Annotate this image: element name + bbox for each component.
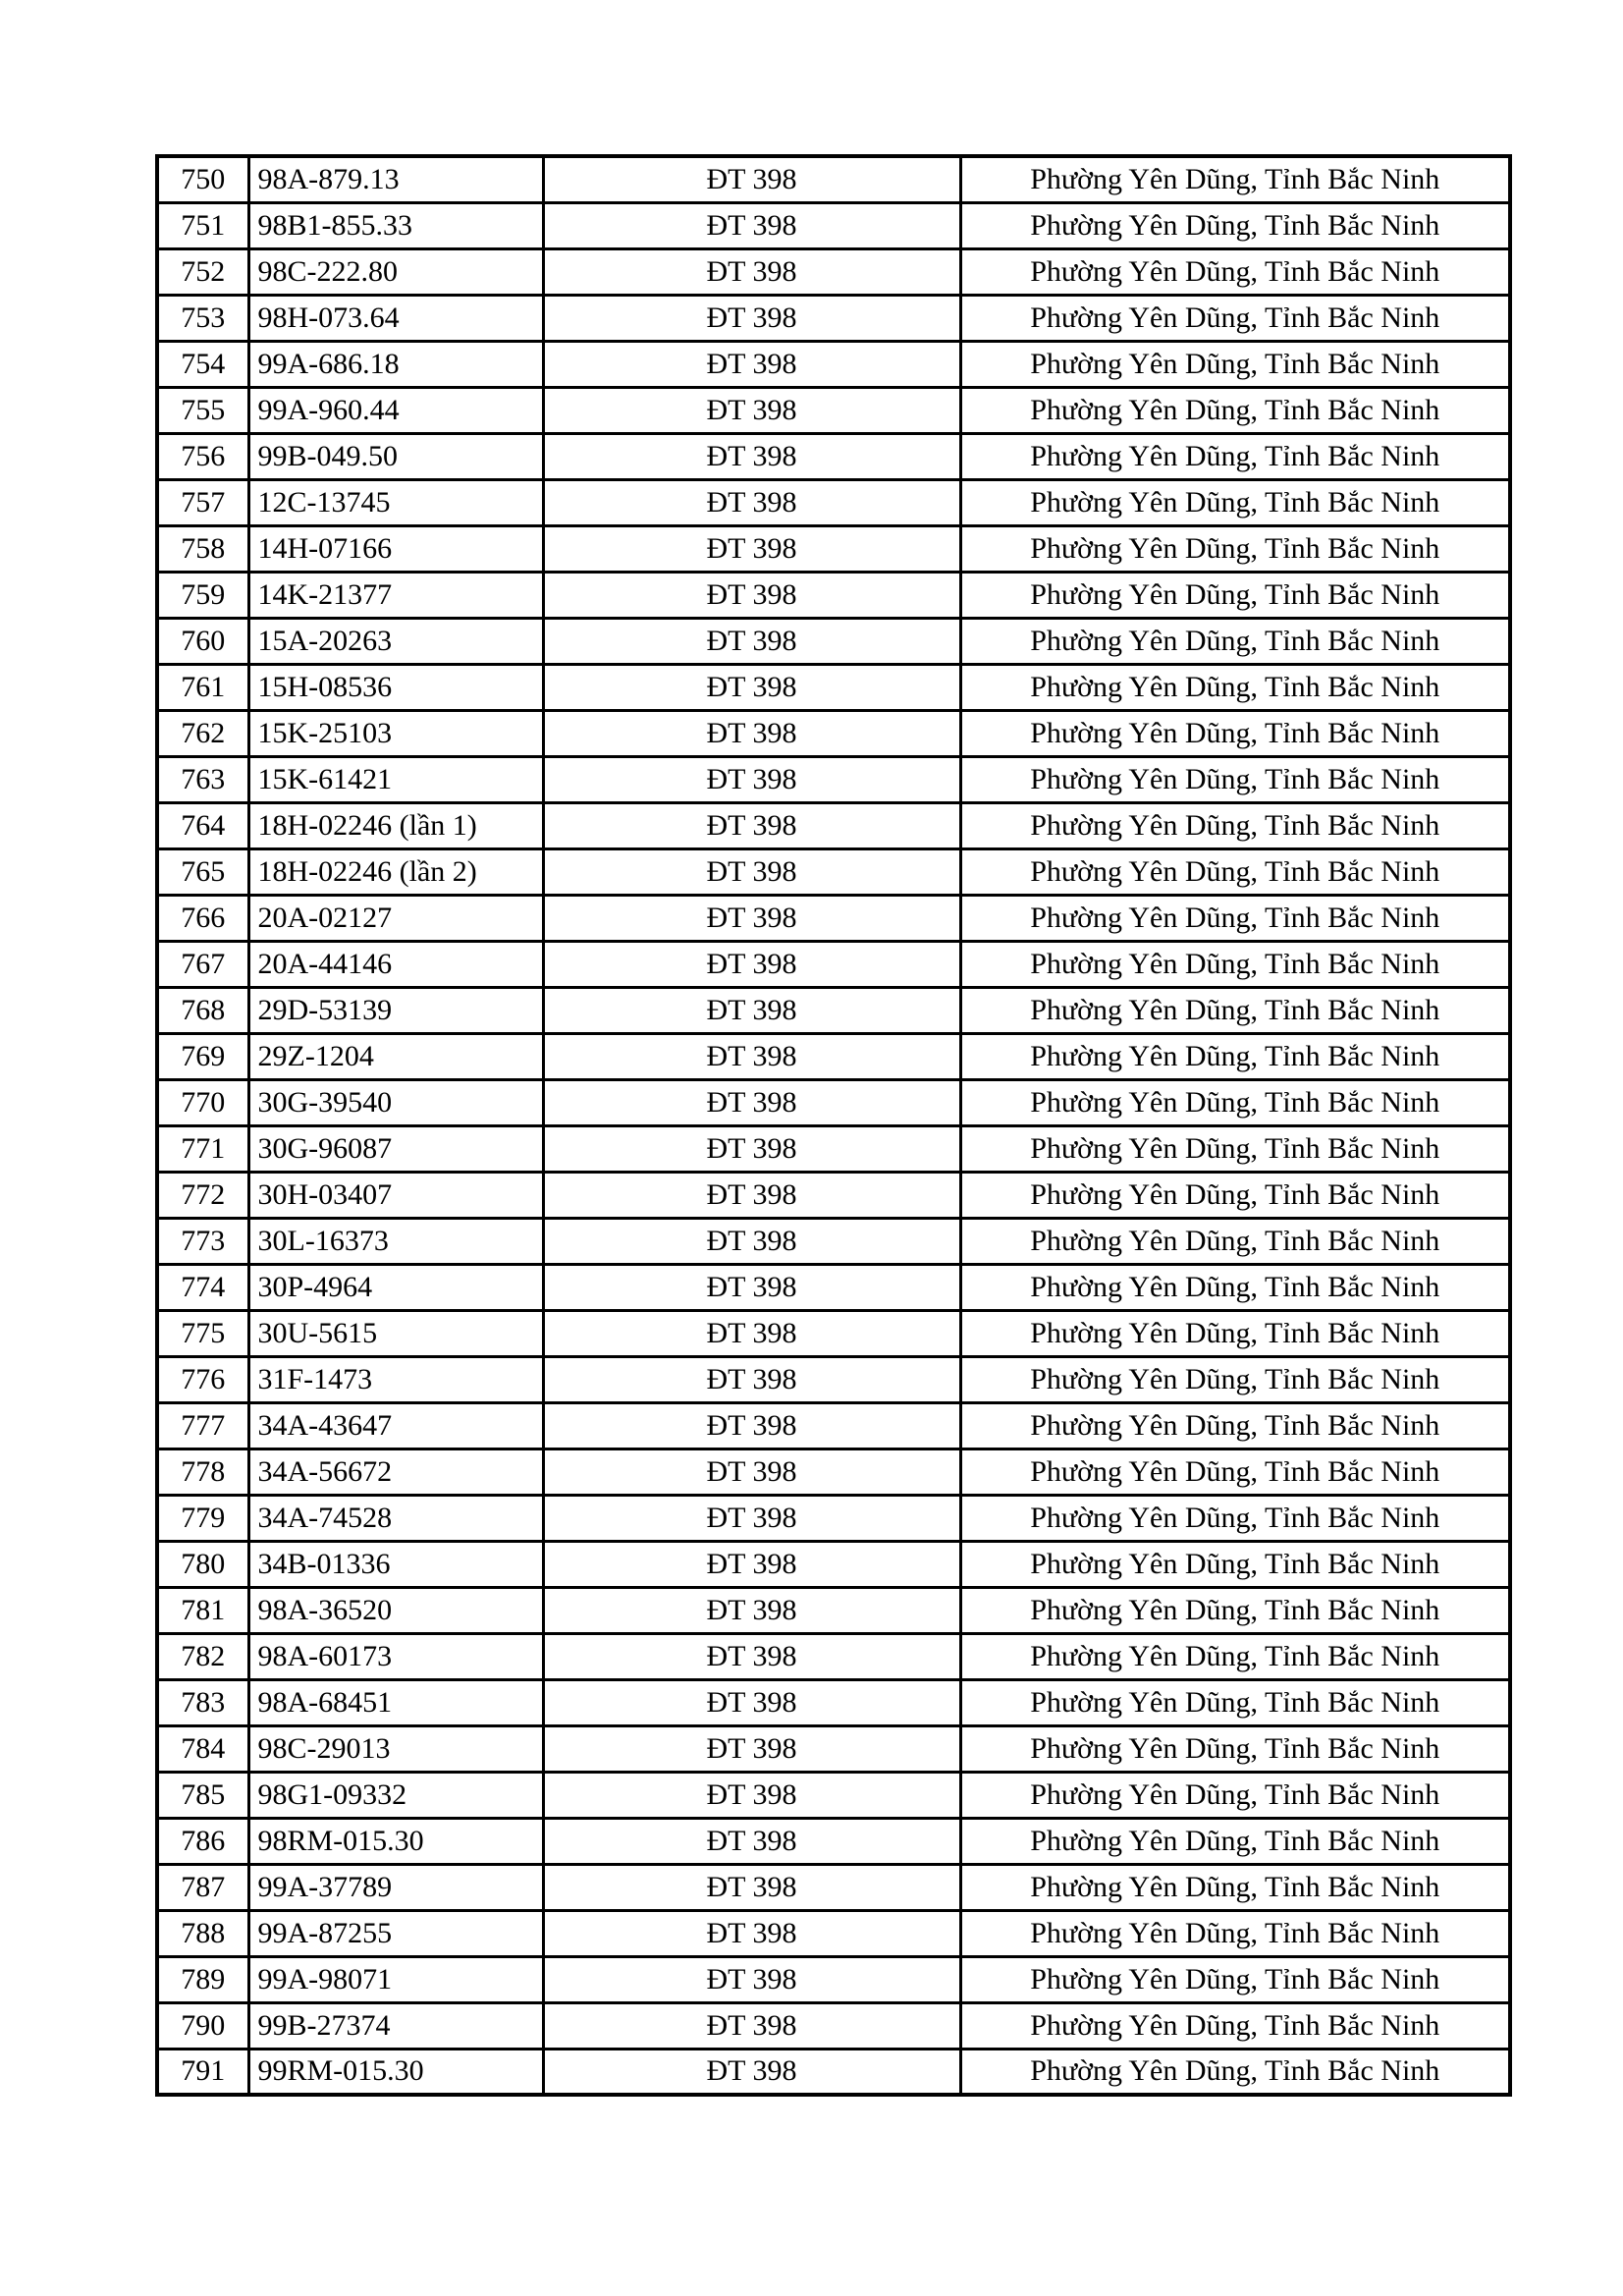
location-cell: Phường Yên Dũng, Tỉnh Bắc Ninh (960, 756, 1510, 802)
row-index-cell: 764 (157, 802, 248, 848)
row-index-cell: 772 (157, 1172, 248, 1218)
road-cell: ĐT 398 (543, 479, 960, 525)
table-row (157, 433, 1510, 479)
location-cell: Phường Yên Dũng, Tỉnh Bắc Ninh (960, 1679, 1510, 1725)
plate-cell: 30L-16373 (248, 1218, 543, 1264)
plate-cell: 99RM-015.30 (248, 2049, 543, 2095)
table-row (157, 664, 1510, 710)
plate-cell: 34A-56672 (248, 1449, 543, 1495)
table-row (157, 710, 1510, 756)
row-index-cell: 778 (157, 1449, 248, 1495)
location-cell: Phường Yên Dũng, Tỉnh Bắc Ninh (960, 479, 1510, 525)
location-cell: Phường Yên Dũng, Tỉnh Bắc Ninh (960, 802, 1510, 848)
location-cell: Phường Yên Dũng, Tỉnh Bắc Ninh (960, 1264, 1510, 1310)
row-index-cell: 777 (157, 1402, 248, 1449)
row-index-cell: 754 (157, 341, 248, 387)
row-index-cell: 783 (157, 1679, 248, 1725)
road-cell: ĐT 398 (543, 1956, 960, 2002)
location-cell: Phường Yên Dũng, Tỉnh Bắc Ninh (960, 1449, 1510, 1495)
row-index-cell: 780 (157, 1541, 248, 1587)
location-cell: Phường Yên Dũng, Tỉnh Bắc Ninh (960, 1495, 1510, 1541)
table-row (157, 479, 1510, 525)
row-index-cell: 768 (157, 987, 248, 1033)
location-cell: Phường Yên Dũng, Tỉnh Bắc Ninh (960, 1125, 1510, 1172)
road-cell: ĐT 398 (543, 1633, 960, 1679)
table-row (157, 756, 1510, 802)
road-cell: ĐT 398 (543, 1725, 960, 1772)
plate-cell: 99A-87255 (248, 1910, 543, 1956)
location-cell: Phường Yên Dũng, Tỉnh Bắc Ninh (960, 1402, 1510, 1449)
row-index-cell: 774 (157, 1264, 248, 1310)
plate-cell: 99B-27374 (248, 2002, 543, 2049)
road-cell: ĐT 398 (543, 156, 960, 202)
row-index-cell: 784 (157, 1725, 248, 1772)
plate-cell: 18H-02246 (lần 2) (248, 848, 543, 895)
location-cell: Phường Yên Dũng, Tỉnh Bắc Ninh (960, 710, 1510, 756)
location-cell: Phường Yên Dũng, Tỉnh Bắc Ninh (960, 433, 1510, 479)
location-cell: Phường Yên Dũng, Tỉnh Bắc Ninh (960, 941, 1510, 987)
row-index-cell: 753 (157, 295, 248, 341)
table-row (157, 1495, 1510, 1541)
table-row (157, 618, 1510, 664)
row-index-cell: 769 (157, 1033, 248, 1079)
plate-cell: 30P-4964 (248, 1264, 543, 1310)
table-row (157, 1356, 1510, 1402)
road-cell: ĐT 398 (543, 248, 960, 295)
road-cell: ĐT 398 (543, 1772, 960, 1818)
table-row (157, 1956, 1510, 2002)
row-index-cell: 771 (157, 1125, 248, 1172)
road-cell: ĐT 398 (543, 1172, 960, 1218)
plate-cell: 34A-43647 (248, 1402, 543, 1449)
road-cell: ĐT 398 (543, 295, 960, 341)
row-index-cell: 766 (157, 895, 248, 941)
road-cell: ĐT 398 (543, 1310, 960, 1356)
road-cell: ĐT 398 (543, 710, 960, 756)
plate-cell: 99A-686.18 (248, 341, 543, 387)
row-index-cell: 779 (157, 1495, 248, 1541)
road-cell: ĐT 398 (543, 1495, 960, 1541)
location-cell: Phường Yên Dũng, Tỉnh Bắc Ninh (960, 1956, 1510, 2002)
plate-cell: 18H-02246 (lần 1) (248, 802, 543, 848)
plate-cell: 98C-29013 (248, 1725, 543, 1772)
plate-cell: 99A-37789 (248, 1864, 543, 1910)
table-row (157, 1310, 1510, 1356)
plate-cell: 15K-61421 (248, 756, 543, 802)
plate-cell: 99B-049.50 (248, 433, 543, 479)
table-row (157, 295, 1510, 341)
plate-cell: 98A-36520 (248, 1587, 543, 1633)
location-cell: Phường Yên Dũng, Tỉnh Bắc Ninh (960, 525, 1510, 572)
road-cell: ĐT 398 (543, 1910, 960, 1956)
vehicle-table-body (157, 156, 1510, 2095)
plate-cell: 98RM-015.30 (248, 1818, 543, 1864)
road-cell: ĐT 398 (543, 987, 960, 1033)
plate-cell: 29D-53139 (248, 987, 543, 1033)
plate-cell: 30H-03407 (248, 1172, 543, 1218)
location-cell: Phường Yên Dũng, Tỉnh Bắc Ninh (960, 895, 1510, 941)
plate-cell: 20A-44146 (248, 941, 543, 987)
road-cell: ĐT 398 (543, 1079, 960, 1125)
road-cell: ĐT 398 (543, 1033, 960, 1079)
location-cell: Phường Yên Dũng, Tỉnh Bắc Ninh (960, 1541, 1510, 1587)
plate-cell: 14H-07166 (248, 525, 543, 572)
location-cell: Phường Yên Dũng, Tỉnh Bắc Ninh (960, 1772, 1510, 1818)
road-cell: ĐT 398 (543, 2049, 960, 2095)
table-row (157, 1449, 1510, 1495)
plate-cell: 98H-073.64 (248, 295, 543, 341)
road-cell: ĐT 398 (543, 802, 960, 848)
table-row (157, 1218, 1510, 1264)
location-cell: Phường Yên Dũng, Tỉnh Bắc Ninh (960, 1818, 1510, 1864)
table-row (157, 802, 1510, 848)
row-index-cell: 765 (157, 848, 248, 895)
row-index-cell: 787 (157, 1864, 248, 1910)
table-row (157, 1587, 1510, 1633)
table-row (157, 2002, 1510, 2049)
table-row (157, 2049, 1510, 2095)
row-index-cell: 781 (157, 1587, 248, 1633)
road-cell: ĐT 398 (543, 756, 960, 802)
row-index-cell: 770 (157, 1079, 248, 1125)
row-index-cell: 776 (157, 1356, 248, 1402)
row-index-cell: 756 (157, 433, 248, 479)
location-cell: Phường Yên Dũng, Tỉnh Bắc Ninh (960, 618, 1510, 664)
plate-cell: 15A-20263 (248, 618, 543, 664)
row-index-cell: 761 (157, 664, 248, 710)
location-cell: Phường Yên Dũng, Tỉnh Bắc Ninh (960, 202, 1510, 248)
location-cell: Phường Yên Dũng, Tỉnh Bắc Ninh (960, 295, 1510, 341)
plate-cell: 14K-21377 (248, 572, 543, 618)
row-index-cell: 788 (157, 1910, 248, 1956)
row-index-cell: 789 (157, 1956, 248, 2002)
plate-cell: 99A-960.44 (248, 387, 543, 433)
table-row (157, 848, 1510, 895)
road-cell: ĐT 398 (543, 2002, 960, 2049)
row-index-cell: 757 (157, 479, 248, 525)
row-index-cell: 791 (157, 2049, 248, 2095)
plate-cell: 30G-39540 (248, 1079, 543, 1125)
table-row (157, 1725, 1510, 1772)
table-row (157, 341, 1510, 387)
location-cell: Phường Yên Dũng, Tỉnh Bắc Ninh (960, 387, 1510, 433)
row-index-cell: 773 (157, 1218, 248, 1264)
road-cell: ĐT 398 (543, 941, 960, 987)
table-row (157, 1172, 1510, 1218)
road-cell: ĐT 398 (543, 1264, 960, 1310)
table-row (157, 1079, 1510, 1125)
table-row (157, 248, 1510, 295)
row-index-cell: 775 (157, 1310, 248, 1356)
location-cell: Phường Yên Dũng, Tỉnh Bắc Ninh (960, 1310, 1510, 1356)
location-cell: Phường Yên Dũng, Tỉnh Bắc Ninh (960, 572, 1510, 618)
plate-cell: 98B1-855.33 (248, 202, 543, 248)
table-row (157, 525, 1510, 572)
road-cell: ĐT 398 (543, 1864, 960, 1910)
location-cell: Phường Yên Dũng, Tỉnh Bắc Ninh (960, 2002, 1510, 2049)
location-cell: Phường Yên Dũng, Tỉnh Bắc Ninh (960, 1587, 1510, 1633)
road-cell: ĐT 398 (543, 1679, 960, 1725)
table-row (157, 202, 1510, 248)
row-index-cell: 751 (157, 202, 248, 248)
plate-cell: 15H-08536 (248, 664, 543, 710)
location-cell: Phường Yên Dũng, Tỉnh Bắc Ninh (960, 1356, 1510, 1402)
table-row (157, 1633, 1510, 1679)
table-row (157, 1818, 1510, 1864)
location-cell: Phường Yên Dũng, Tỉnh Bắc Ninh (960, 1864, 1510, 1910)
plate-cell: 34A-74528 (248, 1495, 543, 1541)
road-cell: ĐT 398 (543, 525, 960, 572)
road-cell: ĐT 398 (543, 1218, 960, 1264)
location-cell: Phường Yên Dũng, Tỉnh Bắc Ninh (960, 987, 1510, 1033)
road-cell: ĐT 398 (543, 1587, 960, 1633)
plate-cell: 20A-02127 (248, 895, 543, 941)
row-index-cell: 752 (157, 248, 248, 295)
plate-cell: 30U-5615 (248, 1310, 543, 1356)
plate-cell: 12C-13745 (248, 479, 543, 525)
plate-cell: 15K-25103 (248, 710, 543, 756)
road-cell: ĐT 398 (543, 1541, 960, 1587)
location-cell: Phường Yên Dũng, Tỉnh Bắc Ninh (960, 1033, 1510, 1079)
location-cell: Phường Yên Dũng, Tỉnh Bắc Ninh (960, 848, 1510, 895)
plate-cell: 29Z-1204 (248, 1033, 543, 1079)
table-row (157, 987, 1510, 1033)
road-cell: ĐT 398 (543, 202, 960, 248)
table-row (157, 1864, 1510, 1910)
location-cell: Phường Yên Dũng, Tỉnh Bắc Ninh (960, 248, 1510, 295)
table-row (157, 1679, 1510, 1725)
plate-cell: 98A-68451 (248, 1679, 543, 1725)
location-cell: Phường Yên Dũng, Tỉnh Bắc Ninh (960, 1172, 1510, 1218)
table-row (157, 1541, 1510, 1587)
plate-cell: 31F-1473 (248, 1356, 543, 1402)
plate-cell: 30G-96087 (248, 1125, 543, 1172)
plate-cell: 34B-01336 (248, 1541, 543, 1587)
location-cell: Phường Yên Dũng, Tỉnh Bắc Ninh (960, 156, 1510, 202)
table-row (157, 1772, 1510, 1818)
road-cell: ĐT 398 (543, 895, 960, 941)
row-index-cell: 758 (157, 525, 248, 572)
row-index-cell: 755 (157, 387, 248, 433)
table-row (157, 1402, 1510, 1449)
road-cell: ĐT 398 (543, 1356, 960, 1402)
location-cell: Phường Yên Dũng, Tỉnh Bắc Ninh (960, 664, 1510, 710)
road-cell: ĐT 398 (543, 1402, 960, 1449)
row-index-cell: 763 (157, 756, 248, 802)
table-row (157, 572, 1510, 618)
location-cell: Phường Yên Dũng, Tỉnh Bắc Ninh (960, 341, 1510, 387)
road-cell: ĐT 398 (543, 572, 960, 618)
location-cell: Phường Yên Dũng, Tỉnh Bắc Ninh (960, 1633, 1510, 1679)
road-cell: ĐT 398 (543, 341, 960, 387)
row-index-cell: 790 (157, 2002, 248, 2049)
location-cell: Phường Yên Dũng, Tỉnh Bắc Ninh (960, 1079, 1510, 1125)
table-row (157, 387, 1510, 433)
table-row (157, 1125, 1510, 1172)
plate-cell: 98C-222.80 (248, 248, 543, 295)
row-index-cell: 760 (157, 618, 248, 664)
plate-cell: 98A-879.13 (248, 156, 543, 202)
row-index-cell: 759 (157, 572, 248, 618)
row-index-cell: 785 (157, 1772, 248, 1818)
row-index-cell: 786 (157, 1818, 248, 1864)
location-cell: Phường Yên Dũng, Tỉnh Bắc Ninh (960, 1218, 1510, 1264)
row-index-cell: 767 (157, 941, 248, 987)
plate-cell: 98A-60173 (248, 1633, 543, 1679)
road-cell: ĐT 398 (543, 433, 960, 479)
table-row (157, 895, 1510, 941)
table-row (157, 1264, 1510, 1310)
table-row (157, 941, 1510, 987)
table-row (157, 1033, 1510, 1079)
road-cell: ĐT 398 (543, 1818, 960, 1864)
road-cell: ĐT 398 (543, 1125, 960, 1172)
road-cell: ĐT 398 (543, 387, 960, 433)
table-row (157, 156, 1510, 202)
table-row (157, 1910, 1510, 1956)
road-cell: ĐT 398 (543, 664, 960, 710)
location-cell: Phường Yên Dũng, Tỉnh Bắc Ninh (960, 2049, 1510, 2095)
location-cell: Phường Yên Dũng, Tỉnh Bắc Ninh (960, 1725, 1510, 1772)
vehicle-table (155, 154, 1512, 2097)
road-cell: ĐT 398 (543, 618, 960, 664)
row-index-cell: 750 (157, 156, 248, 202)
road-cell: ĐT 398 (543, 1449, 960, 1495)
plate-cell: 98G1-09332 (248, 1772, 543, 1818)
plate-cell: 99A-98071 (248, 1956, 543, 2002)
location-cell: Phường Yên Dũng, Tỉnh Bắc Ninh (960, 1910, 1510, 1956)
road-cell: ĐT 398 (543, 848, 960, 895)
row-index-cell: 782 (157, 1633, 248, 1679)
row-index-cell: 762 (157, 710, 248, 756)
